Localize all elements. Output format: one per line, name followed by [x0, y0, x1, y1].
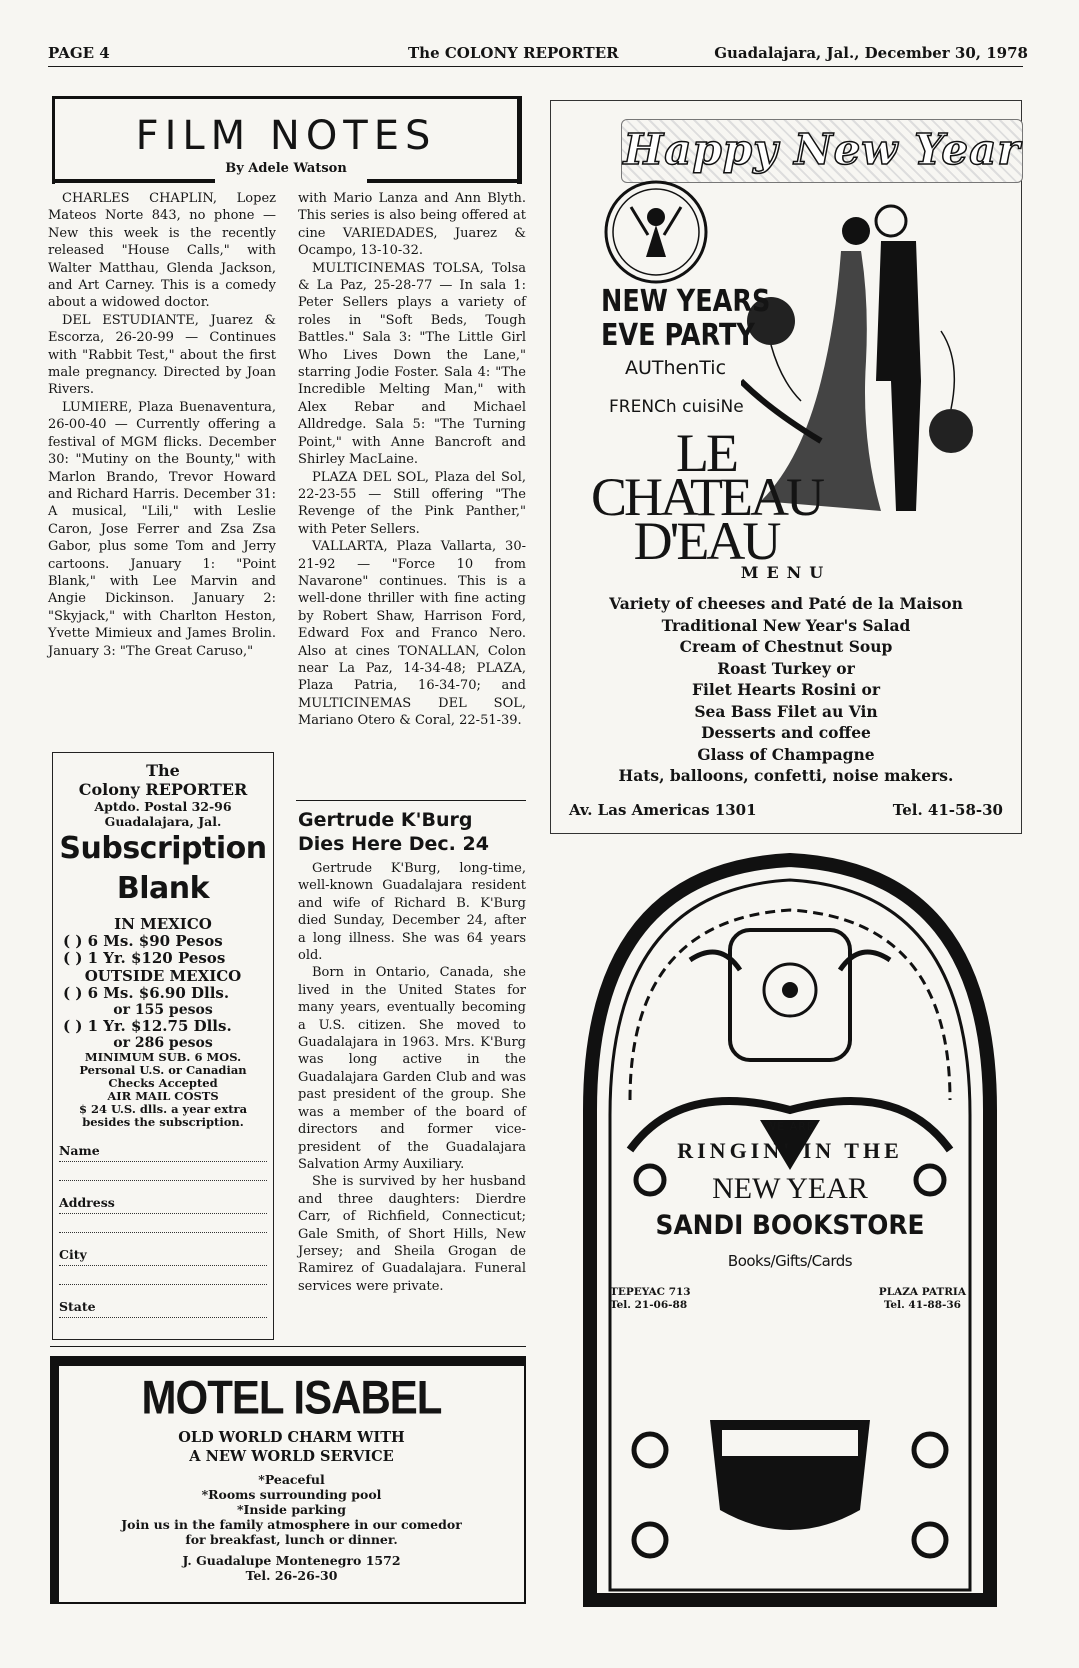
name-field[interactable]: Name	[59, 1143, 267, 1162]
chateau-ad	[550, 100, 1022, 834]
film-paragraph: PLAZA DEL SOL, Plaza del Sol, 22-23-55 — Still offering "The Revenge of the Pink Panther," with Peter Sellers.	[298, 469, 526, 537]
menu-item: Cream of Chestnut Soup	[679, 637, 893, 656]
restaurant-address: Av. Las Americas 1301	[569, 801, 757, 819]
film-notes-header	[52, 96, 522, 184]
menu-item: Glass of Champagne	[697, 744, 875, 764]
party-headline	[601, 285, 788, 353]
sub-airmail-2: besides the subscription.	[82, 1115, 244, 1129]
store-location-1	[610, 1286, 691, 1312]
byline: By Adele Watson	[225, 161, 347, 176]
menu-item: Traditional New Year's Salad	[661, 615, 911, 635]
section-rule	[50, 1346, 526, 1347]
sub-option-3-alt: or 155 pesos	[113, 1002, 213, 1018]
sub-city: Guadalajara, Jal.	[104, 814, 222, 829]
obituary-headline-1: Gertrude K'Burg	[298, 809, 473, 831]
motel-invite-2: for breakfast, lunch or dinner.	[185, 1532, 398, 1547]
city-field[interactable]: City	[59, 1247, 267, 1266]
party-line-2: EVE PARTY	[601, 318, 755, 353]
menu-list	[551, 593, 1021, 787]
restaurant-phone: Tel. 41-58-30	[892, 801, 1003, 819]
menu-heading: MENU	[740, 563, 832, 582]
sub-title-1: Subscription	[59, 831, 267, 866]
state-field[interactable]: State	[59, 1299, 267, 1318]
restaurant-name-3: D'EAU	[633, 511, 779, 571]
motel-feature: *Rooms surrounding pool	[201, 1487, 382, 1502]
motel-tagline-2: A NEW WORLD SERVICE	[189, 1448, 394, 1465]
dateline: Guadalajara, Jal., December 30, 1978	[714, 44, 1028, 62]
film-paragraph: VALLARTA, Plaza Vallarta, 30-21-92 — "Force 10 from Navarone" continues. This is a well-done thriller with fine acting by Robert Shaw, Harrison Ford, Edward Fox and Franco Nero. Also at cines TONALLAN, Colon near La Paz, 14-34-48; PLAZA, Plaza Patria, 16-34-70; and MULTICINEMAS DEL SOL, Mariano Otero & Coral, 22-51-39.	[298, 539, 526, 729]
menu-item: Hats, balloons, confetti, noise makers.	[618, 766, 954, 785]
motel-phone: Tel. 26-26-30	[245, 1568, 338, 1583]
motel-address: J. Guadalupe Montenegro 1572	[182, 1553, 401, 1568]
masthead-rule	[48, 66, 1023, 67]
sub-checks-2: Checks Accepted	[108, 1076, 218, 1090]
sub-airmail: AIR MAIL COSTS	[107, 1089, 219, 1103]
address-field[interactable]: Address	[59, 1195, 267, 1214]
sub-checks-1: Personal U.S. or Canadian	[79, 1063, 247, 1077]
party-line-1: NEW YEARS	[601, 284, 771, 319]
byline-rule-right	[367, 179, 517, 183]
we-are-label: WE ARE	[765, 1120, 815, 1133]
address-field-line[interactable]	[59, 1214, 267, 1233]
film-column-2	[298, 190, 526, 730]
subscription-blank	[52, 752, 274, 1340]
bookstore-name: SANDI BOOKSTORE	[655, 1210, 925, 1241]
obituary-paragraph: She is survived by her husband and three daughters: Dierdre Carr, of Richfield, Connecticut; Gale Smith, of Short Hills, New Jersey; and Sheila Grogan de Ramirez of Guadalajara. Funeral services were private.	[298, 1174, 526, 1294]
city-field-line[interactable]	[59, 1266, 267, 1285]
sub-postal: Aptdo. Postal 32-96	[94, 799, 232, 814]
sub-the: The	[146, 761, 180, 780]
obituary-headline-2: Dies Here Dec. 24	[298, 833, 489, 855]
restaurant-name-2: CHATEAU	[591, 467, 822, 527]
dancer-medallion-icon	[601, 177, 711, 287]
sub-minimum: MINIMUM SUB. 6 MOS.	[84, 1050, 242, 1064]
sub-mexico: IN MEXICO	[114, 915, 212, 933]
obituary-paragraph: Gertrude K'Burg, long-time, well-known Guadalajara resident and wife of Richard B. K'Burg died Sunday, December 24, after a long illness. She was 64 years old.	[298, 861, 526, 964]
restaurant-name-1: LE	[676, 423, 736, 483]
sub-option-2[interactable]: ( ) 1 Yr. $120 Pesos	[63, 949, 226, 967]
motel-invite-1: Join us in the family atmosphere in our comedor	[121, 1517, 462, 1532]
byline-rule-left	[55, 179, 215, 183]
menu-item: Filet Hearts Rosini or	[691, 680, 881, 699]
menu-item: Roast Turkey or	[717, 658, 855, 678]
store-1-address: TEPEYAC 713	[610, 1286, 691, 1298]
column-rule	[296, 800, 526, 801]
ringin-label: RINGIN' IN THE	[677, 1138, 903, 1163]
sub-paper: Colony REPORTER	[78, 780, 248, 799]
menu-item: Sea Bass Filet au Vin	[694, 701, 878, 721]
happy-new-year-banner: Happy New Year	[621, 119, 1023, 183]
masthead	[48, 42, 1028, 66]
authentic-label: AUThenTic	[625, 357, 727, 379]
french-cuisine-label: FRENCh cuisiNe	[609, 397, 744, 417]
motel-isabel-ad	[50, 1356, 526, 1604]
sub-option-1[interactable]: ( ) 6 Ms. $90 Pesos	[63, 932, 223, 950]
store-location-2	[879, 1286, 966, 1312]
restaurant-name	[591, 423, 822, 571]
film-paragraph: with Mario Lanza and Ann Blyth. This series is also being offered at cine VARIEDADES, Juarez & Ocampo, 13-10-32.	[298, 191, 526, 259]
sandi-bookstore-ad	[570, 850, 1010, 1610]
sub-title-2: Blank	[116, 871, 210, 906]
obituary-headline	[298, 808, 533, 856]
newspaper-name: The COLONY REPORTER	[408, 44, 619, 62]
motel-title: MOTEL ISABEL	[141, 1371, 442, 1424]
obituary-paragraph: Born in Ontario, Canada, she lived in the United States for many years, eventually becoming a U.S. citizen. She moved to Guadalajara in 1963. Mrs. K'Burg was long active in the Guadalajara Garden Club and was past president of the group. She was a member of the board of directors and former vice-president of the Guadalajara Salvation Army Auxiliary.	[298, 965, 526, 1172]
menu-item: Desserts and coffee	[701, 723, 871, 742]
film-paragraph: LUMIERE, Plaza Buenaventura, 26-00-40 — Currently offering a festival of MGM flicks. December 30: "Mutiny on the Bounty," with Marlon Brando, Trevor Howard and Richard Harris. December 31: A musical, "Lili," with Leslie Caron, Jose Ferrer and Zsa Zsa Gabor, plus some Tom and Jerry cartoons. January 1: "Point Blank," with Lee Marvin and Angie Dickinson. January 2: "Skyjack," with Charlton Heston, Yvette Mimieux and James Brolin. January 3: "The Great Caruso,"	[48, 399, 276, 659]
motel-feature: *Inside parking	[237, 1502, 346, 1517]
film-notes-title: FILM NOTES	[135, 113, 437, 159]
film-paragraph: CHARLES CHAPLIN, Lopez Mateos Norte 843, no phone — New this week is the recently released "House Calls," with Walter Matthau, Glenda Jackson, and Art Carney. This is a comedy about a widowed doctor.	[48, 191, 276, 311]
sub-option-4[interactable]: ( ) 1 Yr. $12.75 Dlls.	[63, 1017, 232, 1035]
sub-outside: OUTSIDE MEXICO	[84, 967, 242, 985]
sub-option-3[interactable]: ( ) 6 Ms. $6.90 Dlls.	[63, 984, 230, 1002]
sub-option-4-alt: or 286 pesos	[113, 1035, 213, 1051]
film-paragraph: MULTICINEMAS TOLSA, Tolsa & La Paz, 25-28-77 — In sala 1: Peter Sellers plays a variety of roles in "Soft Beds, Tough Battles." Sala 3: "The Little Girl Who Lives Down the Lane," starring Jodie Foster. Sala 4: "The Incredible Melting Man," with Alex Rebar and Michael Alldredge. Sala 5: "The Turning Point," with Anne Bancroft and Shirley MacLaine.	[298, 260, 526, 468]
page-number: PAGE 4	[48, 44, 110, 62]
store-2-phone: Tel. 41-88-36	[883, 1299, 961, 1311]
obituary-body	[298, 860, 526, 1295]
store-2-address: PLAZA PATRIA	[878, 1286, 966, 1298]
motel-feature: *Peaceful	[258, 1472, 325, 1487]
name-field-line[interactable]	[59, 1162, 267, 1181]
menu-item: Variety of cheeses and Paté de la Maison	[609, 594, 963, 613]
motel-tagline-1: OLD WORLD CHARM WITH	[178, 1429, 405, 1446]
store-1-phone: Tel. 21-06-88	[610, 1299, 688, 1311]
sub-airmail-1: $ 24 U.S. dlls. a year extra	[78, 1102, 248, 1116]
film-column-1	[48, 190, 276, 660]
film-paragraph: DEL ESTUDIANTE, Juarez & Escorza, 26-20-99 — Continues with "Rabbit Test," about the first male pregnancy. Directed by Joan Rivers.	[48, 312, 276, 398]
bookstore-tagline: Books/Gifts/Cards	[727, 1252, 853, 1270]
new-year-label: NEW YEAR	[712, 1172, 868, 1205]
